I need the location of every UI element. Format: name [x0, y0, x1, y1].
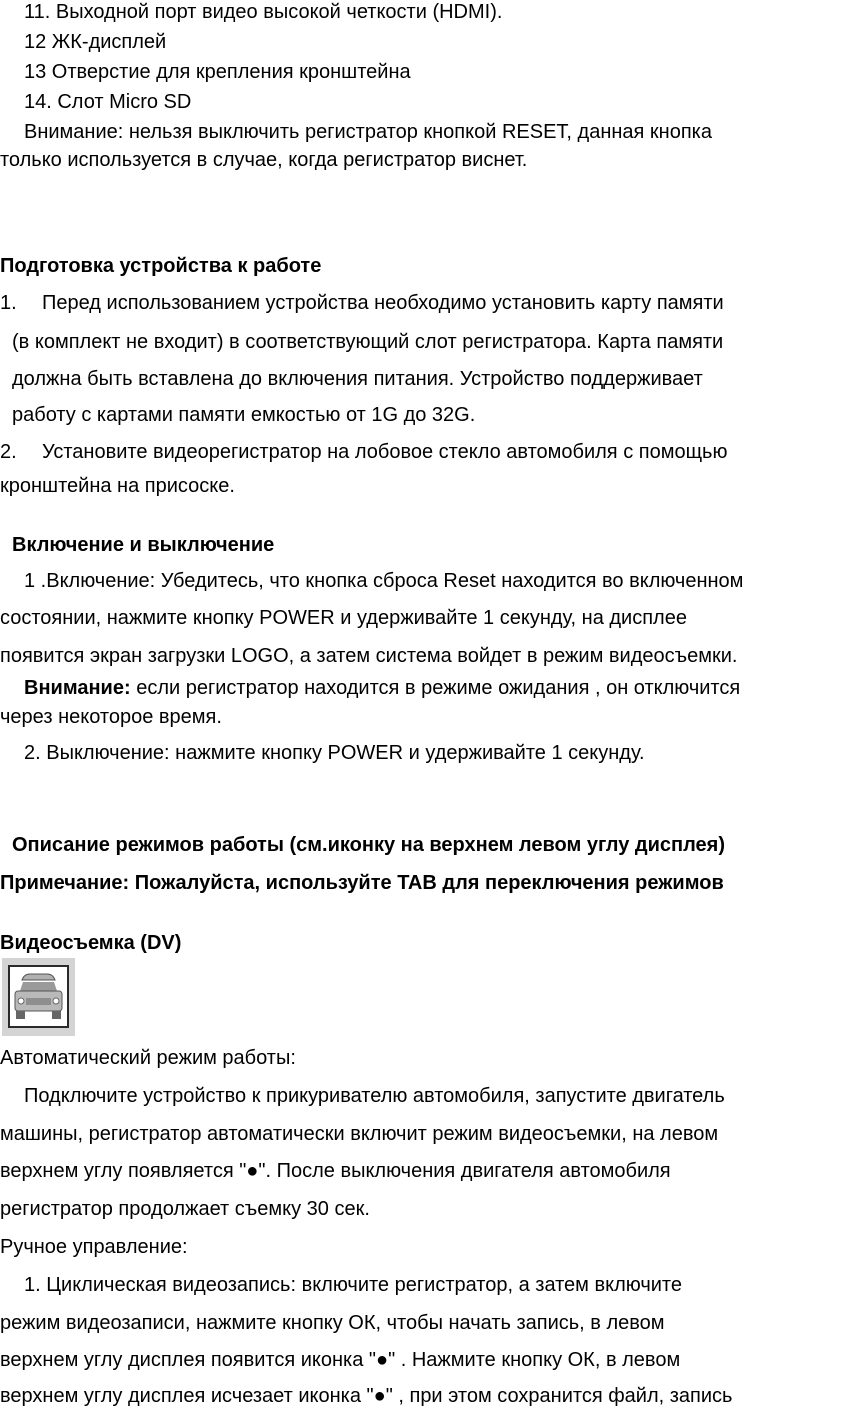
manual-mode-line2: режим видеозаписи, нажмите кнопку ОК, чтобы начать запись, в левом [0, 1312, 665, 1334]
modes-heading: Описание режимов работы (см.иконку на верхнем левом углу дисплея) [12, 834, 725, 856]
step-number: 2. [0, 441, 17, 463]
parts-item-11: 11. Выходной порт видео высокой четкости (HDMI). [24, 1, 503, 23]
car-icon [2, 958, 75, 1036]
power-heading: Включение и выключение [12, 534, 275, 556]
parts-item-12: 12 ЖК-дисплей [24, 31, 167, 53]
power-on-line2: состоянии, нажмите кнопку POWER и удерживайте 1 секунду, на дисплее [0, 607, 687, 629]
preparation-step-1-line3: должна быть вставлена до включения питания. Устройство поддерживает [12, 368, 703, 390]
warning-label: Внимание: [24, 677, 131, 699]
auto-mode-line3: верхнем углу появляется "●". После выключения двигателя автомобиля [0, 1160, 671, 1182]
video-heading: Видеосъемка (DV) [0, 932, 182, 954]
auto-mode-line4: регистратор продолжает съемку 30 сек. [0, 1198, 370, 1220]
parts-item-14: 14. Слот Micro SD [24, 91, 192, 113]
power-warning-line2: через некоторое время. [0, 706, 222, 728]
manual-mode-heading: Ручное управление: [0, 1236, 188, 1258]
step-number: 1. [0, 292, 17, 314]
power-warning [24, 676, 740, 700]
auto-mode-line1: Подключите устройство к прикуривателю автомобиля, запустите двигатель [24, 1085, 725, 1107]
power-on-line3: появится экран загрузки LOGO, а затем система войдет в режим видеосъемки. [0, 645, 738, 667]
warning-text: если регистратор находится в режиме ожидания , он отключится [130, 677, 741, 699]
step-text: Перед использованием устройства необходимо установить карту памяти [42, 292, 724, 314]
step-text: Установите видеорегистратор на лобовое стекло автомобиля с помощью [42, 441, 728, 463]
manual-mode-line4: верхнем углу дисплея исчезает иконка "●" , при этом сохранится файл, запись [0, 1385, 733, 1407]
auto-mode-heading: Автоматический режим работы: [0, 1047, 296, 1069]
parts-item-13: 13 Отверстие для крепления кронштейна [24, 61, 411, 83]
manual-mode-line3: верхнем углу дисплея появится иконка "●" . Нажмите кнопку ОК, в левом [0, 1349, 681, 1371]
reset-warning-line2: только используется в случае, когда регистратор виснет. [0, 149, 528, 171]
preparation-step-2-line2: кронштейна на присоске. [0, 475, 235, 497]
power-off-line: 2. Выключение: нажмите кнопку POWER и удерживайте 1 секунду. [24, 742, 645, 764]
modes-note: Примечание: Пожалуйста, используйте TAB для переключения режимов [0, 872, 724, 894]
manual-mode-line1: 1. Циклическая видеозапись: включите регистратор, а затем включите [24, 1274, 682, 1296]
auto-mode-line2: машины, регистратор автоматически включит режим видеосъемки, на левом [0, 1123, 719, 1145]
preparation-step-1-line4: работу с картами памяти емкостью от 1G до 32G. [12, 404, 476, 426]
reset-warning-line1: Внимание: нельзя выключить регистратор кнопкой RESET, данная кнопка [24, 121, 712, 143]
preparation-step-1-line2: (в комплект не входит) в соответствующий слот регистратора. Карта памяти [12, 331, 724, 353]
preparation-step-1 [0, 291, 724, 315]
power-on-line1: 1 .Включение: Убедитесь, что кнопка сброса Reset находится во включенном [24, 570, 744, 592]
preparation-step-2 [0, 440, 727, 464]
preparation-heading: Подготовка устройства к работе [0, 255, 322, 277]
